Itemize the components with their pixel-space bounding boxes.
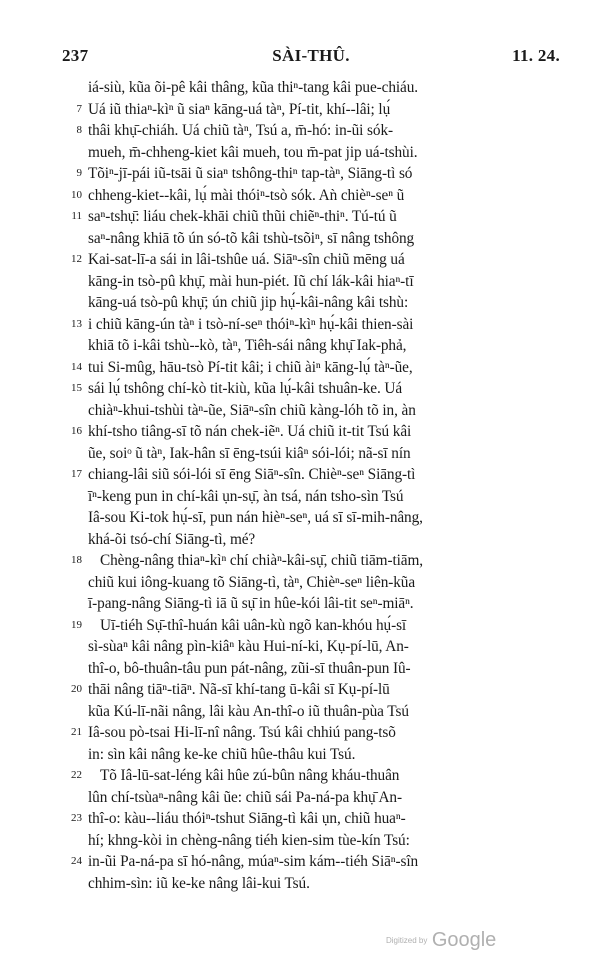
running-title: SÀI-THÛ.	[272, 46, 350, 65]
text-line	[60, 572, 562, 594]
line-text: thâi khụ̄-chiáh. Uá chiũ tàⁿ, Tsú a, m̄-hó: in-ũi sók-	[88, 122, 393, 139]
verse-number: 19	[71, 618, 82, 631]
text-line	[60, 593, 562, 615]
text-line	[60, 529, 562, 551]
text-line	[60, 615, 562, 637]
line-text: īⁿ-keng pun in chí-kâi ụn-sụ̄, àn tsá, nán tsho-sìn Tsú	[88, 487, 404, 505]
line-text: chhim-sìn: iũ ke-ke nâng lâi-kui Tsú.	[88, 874, 310, 892]
verse-number: 22	[71, 769, 82, 781]
line-text: sái lụ́ tshông chí-kò tit-kiù, kũa lụ́-kâi tshuân-ke. Uá	[88, 380, 403, 397]
line-text: ũe, soiᵒ ũ tàⁿ, Iak-hân sī ēng-tsúi kiâⁿ sói-lói; nã-sī nín	[88, 444, 411, 462]
body-text	[60, 77, 562, 894]
text-line	[60, 701, 562, 723]
line-text: Iâ-sou pò-tsai Hi-lī-nî nâng. Tsú kâi chhiú pang-tsõ	[88, 724, 396, 741]
verse-number: 24	[71, 855, 82, 867]
digitized-by-label: Digitized by	[386, 936, 428, 945]
line-text: chiũ kui iông-kuang tõ Siāng-tì, tàⁿ, Chièⁿ-seⁿ liên-kũa	[88, 573, 416, 591]
verse-number: 17	[71, 468, 82, 480]
text-line	[60, 357, 562, 379]
line-text: chheng-kiet--kâi, lụ́ mài thóiⁿ-tsò sók. Aǹ chièⁿ-seⁿ ũ	[88, 186, 405, 204]
line-text: sì-sùaⁿ kâi nâng pìn-kiâⁿ kàu Hui-ní-ki, Kụ-pí-lū, An-	[88, 638, 409, 655]
line-text: thî-o, bô-thuân-tâu pun pát-nâng, zũi-sī thuân-pun Iû-	[88, 659, 411, 677]
line-text: Tõ Iâ-lū-sat-léng kâi hûe zú-bûn nâng kháu-thuân	[100, 767, 400, 784]
verse-number: 7	[76, 102, 82, 115]
text-line	[60, 228, 562, 250]
verse-number: 9	[76, 167, 82, 179]
text-line	[60, 464, 562, 486]
text-line	[60, 679, 562, 701]
line-text: Kai-sat-lī-a sái in lâi-tshûe uá. Siāⁿ-sîn chiũ mēng uá	[88, 251, 405, 268]
text-line	[60, 142, 562, 164]
line-text: iá-siù, kũa õi-pê kâi thâng, kũa thiⁿ-tang kâi pue-chiáu.	[88, 79, 419, 96]
text-line	[60, 271, 562, 293]
verse-number: 23	[71, 812, 82, 824]
text-line	[60, 335, 562, 357]
page-number: 237	[62, 46, 89, 65]
verse-number: 8	[76, 124, 82, 136]
verse-number: 15	[71, 382, 82, 394]
verse-number: 16	[71, 425, 82, 437]
text-line	[60, 99, 562, 121]
page-header	[62, 46, 560, 68]
google-logo: Google	[431, 929, 497, 951]
line-text: thî-o: kàu--liáu thóiⁿ-tshut Siāng-tì kâi ụn, chiũ huaⁿ-	[88, 810, 406, 827]
text-line	[60, 249, 562, 271]
text-line	[60, 851, 562, 873]
line-text: Iâ-sou Ki-tok hụ́-sī, pun nán hièⁿ-seⁿ, uá sī sī-mih-nâng,	[88, 509, 423, 526]
text-line	[60, 765, 562, 787]
verse-number: 13	[71, 317, 82, 330]
text-line	[60, 744, 562, 766]
line-text: in-ũi Pa-ná-pa sī hó-nâng, múaⁿ-sim kám--tiéh Siāⁿ-sîn	[88, 853, 419, 870]
text-line	[60, 830, 562, 852]
line-text: mueh, m̄-chheng-kiet kâi mueh, tou m̄-pat jip uá-tshùi.	[88, 143, 418, 161]
text-line	[60, 378, 562, 400]
line-text: i chiũ kāng-ún tàⁿ i tsò-ní-seⁿ thóiⁿ-kìⁿ hụ́-kâi thien-sài	[88, 315, 414, 333]
text-line	[60, 185, 562, 207]
text-line	[60, 421, 562, 443]
verse-number: 14	[71, 360, 82, 373]
line-text: Uī-tiéh Sụ̄-thî-huán kâi uân-kù ngõ kan-khóu hụ́-sī	[100, 616, 407, 634]
text-line	[60, 120, 562, 142]
line-text: chiàⁿ-khui-tshùi tàⁿ-ũe, Siāⁿ-sîn chiũ kàng-lóh tõ in, àn	[88, 401, 416, 419]
text-line	[60, 486, 562, 508]
verse-number: 21	[71, 726, 82, 738]
text-line	[60, 722, 562, 744]
line-text: kũa Kú-lī-nãi nâng, lâi kàu An-thî-o iũ thuân-pùa Tsú	[88, 702, 409, 720]
line-text: khiā tõ i-kâi tshù--kò, tàⁿ, Tiêh-sái nâng khụ̄ Iak-phả,	[88, 337, 407, 354]
line-text: ī-pang-nâng Siāng-tì iā ũ sụ̄ in hûe-kói lâi-tit seⁿ-miāⁿ.	[88, 595, 414, 612]
text-line	[60, 292, 562, 314]
text-line	[60, 808, 562, 830]
text-line	[60, 314, 562, 336]
text-line	[60, 658, 562, 680]
line-text: in: sìn kâi nâng ke-ke chiũ hûe-thâu kui Tsú.	[88, 745, 356, 763]
text-line	[60, 550, 562, 572]
text-line	[60, 163, 562, 185]
verse-number: 10	[71, 188, 82, 201]
line-text: Tõiⁿ-jī-pái iũ-tsāi ũ siaⁿ tshông-thiⁿ tap-tàⁿ, Siāng-tì só	[88, 165, 413, 182]
line-text: khí-tsho tiâng-sī tõ nán chek-iẽⁿ. Uá chiũ it-tit Tsú kâi	[88, 423, 412, 440]
text-line	[60, 206, 562, 228]
verse-number: 20	[71, 683, 82, 695]
line-text: kāng-in tsò-pû khụ̄, mài hun-piét. Iũ chí lák-kâi hiaⁿ-tī	[88, 272, 414, 290]
line-text: lûn chí-tsùaⁿ-nâng kâi ũe: chiũ sái Pa-ná-pa khụ̄ An-	[88, 788, 402, 806]
text-line	[60, 787, 562, 809]
line-text: khá-õi tsó-chí Siāng-tì, mé?	[88, 530, 256, 548]
line-text: Chèng-nâng thiaⁿ-kìⁿ chí chiàⁿ-kâi-sụ̄, chiũ tiām-tiām,	[100, 552, 423, 569]
chapter-reference: 11. 24.	[512, 46, 560, 65]
line-text: saⁿ-nâng khiā tõ ún só-tõ kâi tshù-tsõiⁿ, sī nâng tshông	[88, 229, 415, 247]
line-text: tui Si-mûg, hāu-tsò Pí-tit kâi; i chiũ àiⁿ kāng-lụ́ tàⁿ-ũe,	[88, 358, 413, 376]
text-line	[60, 443, 562, 465]
verse-number: 11	[71, 210, 82, 222]
verse-number: 18	[71, 554, 82, 566]
text-line	[60, 636, 562, 658]
line-text: thāi nâng tiāⁿ-tiāⁿ. Nã-sī khí-tang ū-kâi sī Kụ-pí-lū	[88, 681, 390, 698]
line-text: chiang-lâi siũ sói-lói sī ēng Siāⁿ-sîn. Chièⁿ-seⁿ Siāng-tì	[88, 466, 416, 483]
verse-number: 12	[71, 253, 82, 265]
line-text: kāng-uá tsò-pû khụ̄; ún chiũ jip hụ́-kâi-nâng kâi tshù:	[88, 294, 409, 311]
text-line	[60, 507, 562, 529]
line-text: saⁿ-tshụ̄: liáu chek-khāi chiũ thũi chiẽⁿ-thiⁿ. Tú-tú ũ	[88, 208, 397, 225]
digitization-watermark	[386, 929, 496, 952]
line-text: Uá iũ thiaⁿ-kìⁿ ũ siaⁿ kāng-uá tàⁿ, Pí-tit, khí--lâi; lụ́	[88, 100, 391, 118]
line-text: hí; khng-kòi in chèng-nâng tiéh kien-sim tùe-kín Tsú:	[88, 831, 410, 849]
text-line	[60, 400, 562, 422]
text-line	[60, 873, 562, 895]
text-line	[60, 77, 562, 99]
